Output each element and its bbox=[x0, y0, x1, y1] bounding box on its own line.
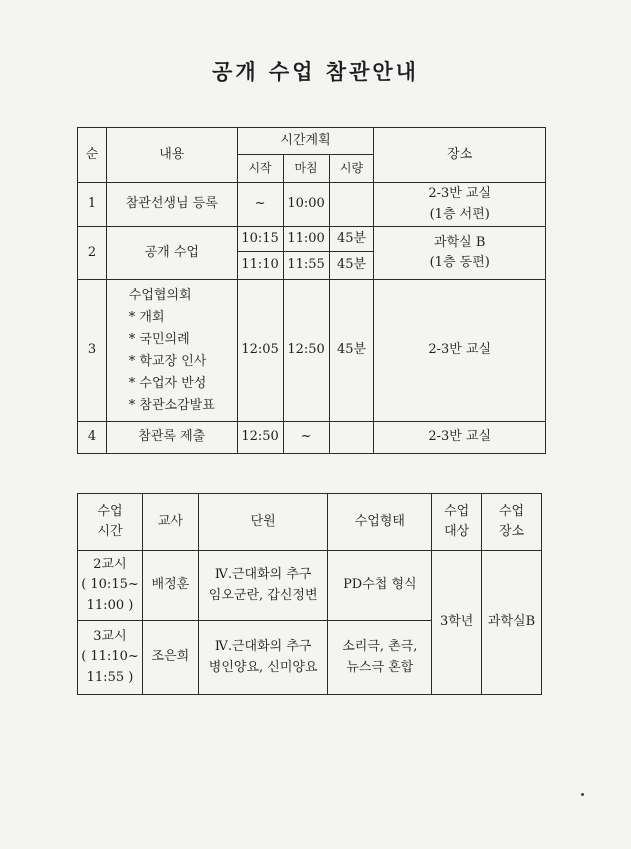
place-line: 과학실 B bbox=[434, 234, 486, 250]
agenda-item: * 개회 bbox=[128, 309, 165, 325]
row-place: 2-3반 교실 bbox=[374, 422, 546, 454]
row-content: 참관록 제출 bbox=[106, 422, 237, 454]
meeting-title: 수업협의회 bbox=[128, 287, 192, 303]
header-class-time bbox=[78, 494, 143, 551]
header-line: 수업 bbox=[97, 503, 123, 519]
place-line: 2-3반 교실 bbox=[428, 186, 492, 202]
row-duration bbox=[329, 422, 374, 454]
header-target bbox=[432, 494, 482, 551]
row-end: 11:55 bbox=[283, 252, 329, 280]
meeting-list bbox=[129, 285, 215, 417]
agenda-item: * 수업자 반성 bbox=[128, 375, 207, 391]
header-class-place bbox=[482, 494, 542, 551]
header-line: 수업 bbox=[498, 503, 525, 519]
session-format bbox=[328, 621, 432, 695]
row-start: 11:10 bbox=[237, 252, 283, 280]
agenda-item: * 국민의례 bbox=[128, 331, 190, 347]
header-line: 시간 bbox=[97, 524, 123, 539]
header-end: 마침 bbox=[283, 155, 329, 183]
session-time bbox=[78, 551, 143, 621]
row-duration: 45분 bbox=[329, 280, 374, 422]
row-place: 2-3반 교실 bbox=[374, 280, 546, 422]
session-teacher: 조은희 bbox=[142, 621, 198, 695]
row-number: 3 bbox=[78, 280, 107, 422]
place-line: (1층 서편) bbox=[429, 206, 490, 222]
header-start: 시작 bbox=[237, 155, 283, 183]
paper-speck bbox=[581, 793, 584, 796]
session-period: 3교시 bbox=[93, 629, 127, 645]
session-time-line: ( 11:10~ bbox=[81, 649, 139, 665]
row-content: 공개 수업 bbox=[106, 227, 237, 280]
session-target: 3학년 bbox=[432, 551, 482, 695]
agenda-item: * 학교장 인사 bbox=[128, 353, 207, 369]
session-format: PD수첩 형식 bbox=[328, 551, 432, 621]
row-content: 참관선생님 등록 bbox=[106, 183, 237, 227]
row-duration: 45분 bbox=[329, 227, 374, 252]
page-title: 공개 수업 참관안내 bbox=[212, 59, 419, 84]
sessions-table bbox=[77, 493, 542, 695]
header-duration: 시량 bbox=[329, 155, 374, 183]
session-time-line: 11:00 ) bbox=[86, 597, 134, 613]
row-end: 10:00 bbox=[283, 183, 329, 227]
header-line: 장소 bbox=[498, 524, 525, 539]
header-place: 장소 bbox=[374, 128, 546, 183]
row-place bbox=[374, 227, 546, 280]
header-format: 수업형태 bbox=[328, 494, 432, 551]
row-start: ~ bbox=[237, 183, 283, 227]
row-end: 12:50 bbox=[283, 280, 329, 422]
header-unit: 단원 bbox=[198, 494, 328, 551]
format-line: 뉴스극 혼합 bbox=[346, 659, 414, 675]
row-number: 4 bbox=[78, 422, 107, 454]
session-teacher: 배정훈 bbox=[142, 551, 198, 621]
agenda-item: * 참관소감발표 bbox=[128, 397, 215, 413]
unit-line: 병인양요, 신미양요 bbox=[208, 659, 318, 675]
row-content bbox=[106, 280, 237, 422]
unit-line: 임오군란, 갑신정변 bbox=[208, 587, 318, 603]
row-start: 12:50 bbox=[237, 422, 283, 454]
row-number: 2 bbox=[78, 227, 107, 280]
session-place: 과학실B bbox=[482, 551, 542, 695]
session-time bbox=[78, 621, 143, 695]
row-start: 10:15 bbox=[237, 227, 283, 252]
header-order: 순 bbox=[78, 128, 107, 183]
session-unit bbox=[198, 551, 328, 621]
agenda-list bbox=[129, 307, 215, 417]
row-place bbox=[374, 183, 546, 227]
header-teacher: 교사 bbox=[142, 494, 198, 551]
row-number: 1 bbox=[78, 183, 107, 227]
session-unit bbox=[198, 621, 328, 695]
format-line: 소리극, 촌극, bbox=[342, 639, 418, 655]
header-content: 내용 bbox=[106, 128, 237, 183]
place-line: (1층 동편) bbox=[429, 255, 490, 270]
session-time-line: 11:55 ) bbox=[86, 669, 134, 685]
row-duration: 45분 bbox=[329, 252, 374, 280]
session-time-line: ( 10:15~ bbox=[81, 577, 139, 593]
schedule-table bbox=[77, 127, 546, 454]
header-time-plan: 시간계획 bbox=[237, 128, 374, 155]
row-end: ~ bbox=[283, 422, 329, 454]
row-duration bbox=[329, 183, 374, 227]
row-start: 12:05 bbox=[237, 280, 283, 422]
unit-line: Ⅳ.근대화의 추구 bbox=[214, 567, 312, 583]
unit-line: Ⅳ.근대화의 추구 bbox=[214, 639, 312, 655]
header-line: 대상 bbox=[444, 524, 470, 539]
header-line: 수업 bbox=[444, 503, 470, 519]
session-period: 2교시 bbox=[93, 557, 127, 573]
row-end: 11:00 bbox=[283, 227, 329, 252]
